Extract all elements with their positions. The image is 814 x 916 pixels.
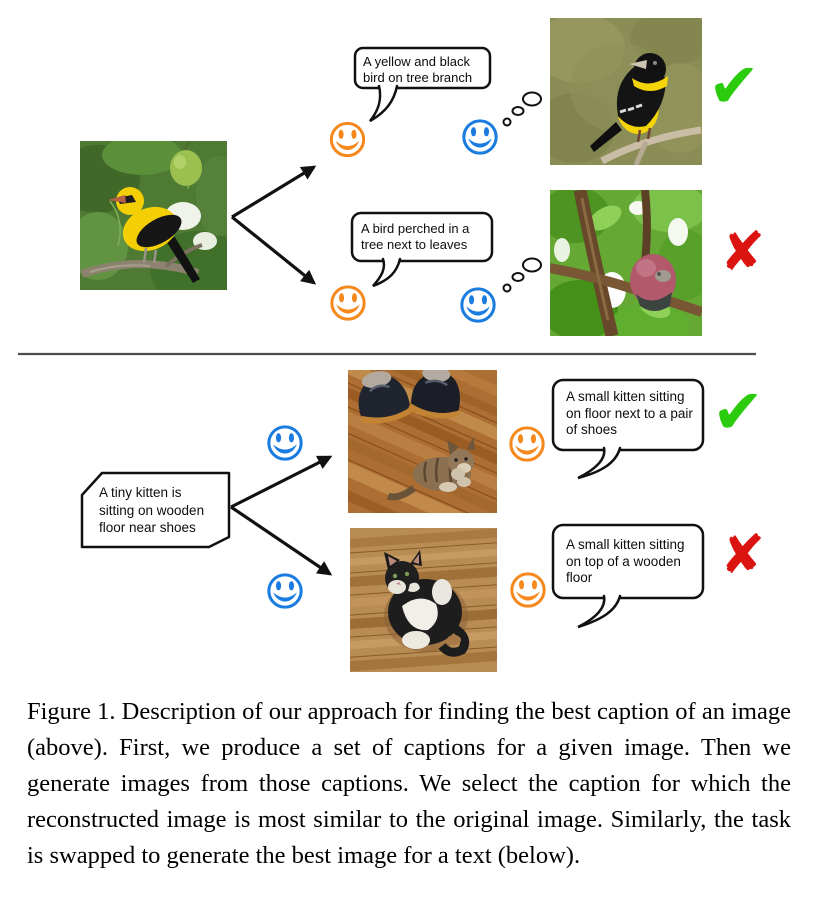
bubble-tail: [578, 596, 620, 627]
top-arrows: [232, 167, 314, 283]
caption-bubble-1-text: A yellow and black bird on tree branch: [363, 54, 473, 85]
caption-bubble-4-text: A small kitten sitting on top of a wooden floor: [566, 537, 685, 585]
source-text-box-text: A tiny kitten is sitting on wooden floor near shoes: [99, 485, 205, 535]
checkmark-icon-1: ✔: [708, 49, 760, 122]
arrow-to-image-2: [231, 507, 330, 574]
checkmark-icon-2: ✔: [712, 375, 764, 448]
arrow-to-image-1: [231, 457, 330, 507]
bubble-tail: [373, 259, 400, 286]
cross-icon-2: ✘: [720, 523, 766, 586]
bubble-tail: [578, 448, 620, 478]
blue-smiley-icon-3: [269, 427, 301, 459]
thought-dots-icon-2: [504, 259, 542, 292]
arrow-to-caption-2: [232, 217, 314, 283]
bubble-tail: [370, 86, 397, 121]
figure-caption: Figure 1. Description of our approach for finding the best caption of an image (above). First, we produce a set of captions for a given image. Then we generate images from those captions. We select the caption for which the reconstructed image is most similar to the original image. Similarly, the task is swapped to generate the best image for a text (below).: [27, 698, 791, 869]
blue-smiley-icon-4: [269, 575, 301, 607]
caption-bubble-2-text: A bird perched in a tree next to leaves: [361, 221, 470, 252]
orange-smiley-icon-4: [512, 574, 544, 606]
orange-smiley-icon-1: [331, 123, 363, 155]
caption-bubble-3-text: A small kitten sitting on floor next to a pair of shoes: [566, 389, 693, 437]
arrow-to-caption-1: [232, 167, 314, 217]
blue-smiley-icon-2: [462, 289, 494, 321]
cross-icon-1: ✘: [720, 220, 766, 283]
blue-smiley-icon-1: [464, 121, 496, 153]
thought-dots-icon-1: [504, 93, 542, 126]
orange-smiley-icon-3: [511, 428, 543, 460]
orange-smiley-icon-2: [332, 287, 364, 319]
bottom-arrows: [231, 457, 330, 574]
